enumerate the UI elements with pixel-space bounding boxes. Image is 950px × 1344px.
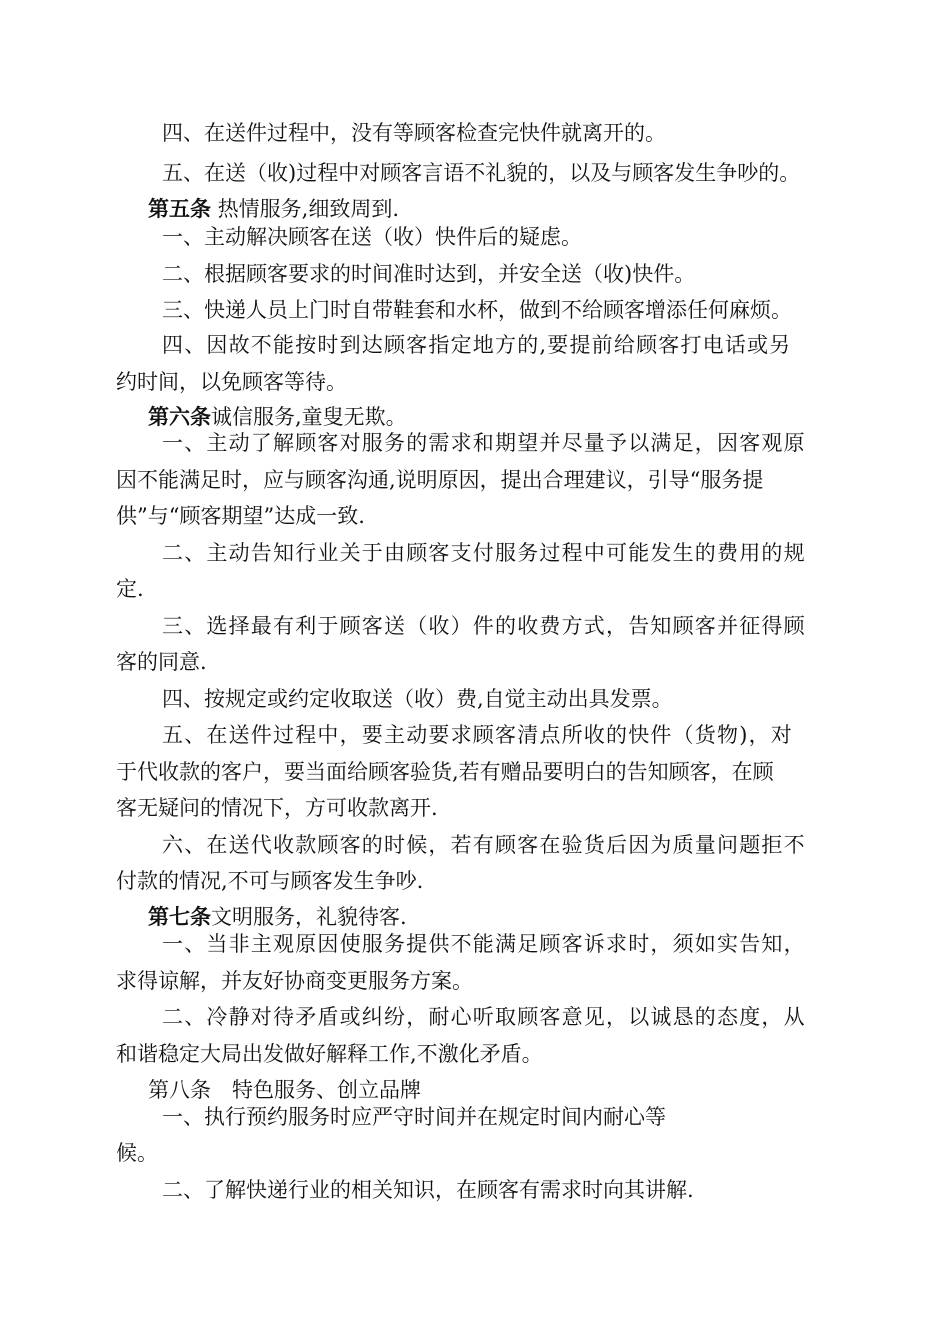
article-heading: 第八条 特色服务、创立品牌 xyxy=(148,1078,421,1102)
paragraph-line: 因不能满足时，应与顾客沟通,说明原因，提出合理建议，引导“服务提 xyxy=(116,468,764,492)
paragraph-line: 六、在送代收款顾客的时候，若有顾客在验货后因为质量问题拒不 xyxy=(162,833,806,857)
paragraph-line: 四、因故不能按时到达顾客指定地方的,要提前给顾客打电话或另 xyxy=(162,333,792,357)
paragraph-line: 一、主动了解顾客对服务的需求和期望并尽量予以满足，因客观原 xyxy=(162,431,806,455)
article-title: 热情服务,细致周到. xyxy=(211,197,400,221)
paragraph-line: 一、主动解决顾客在送（收）快件后的疑虑。 xyxy=(162,225,582,249)
article-title: 文明服务，礼貌待客. xyxy=(211,905,407,929)
paragraph-line: 客的同意. xyxy=(116,650,207,674)
paragraph-line: 定. xyxy=(116,577,144,601)
paragraph-line: 约时间，以免顾客等待。 xyxy=(116,370,347,394)
paragraph-line: 候。 xyxy=(116,1141,158,1165)
article-label: 第七条 xyxy=(148,904,211,929)
paragraph-line: 一、当非主观原因使服务提供不能满足顾客诉求时，须如实告知， xyxy=(162,932,806,956)
paragraph-line: 三、选择最有利于顾客送（收）件的收费方式，告知顾客并征得顾 xyxy=(162,614,806,638)
paragraph-line: 三、快递人员上门时自带鞋套和水杯，做到不给顾客增添任何麻烦。 xyxy=(162,298,792,322)
article-title: 诚信服务,童叟无欺。 xyxy=(211,405,407,429)
paragraph-line: 供”与“顾客期望”达成一致. xyxy=(116,504,365,528)
paragraph-line: 二、根据顾客要求的时间准时达到，并安全送（收)快件。 xyxy=(162,262,696,286)
paragraph-line: 于代收款的客户，要当面给顾客验货,若有赠品要明白的告知顾客，在顾 xyxy=(116,760,774,784)
paragraph-line: 一、执行预约服务时应严守时间并在规定时间内耐心等 xyxy=(162,1105,666,1129)
paragraph-line: 客无疑问的情况下，方可收款离开. xyxy=(116,796,438,820)
paragraph-line: 五、在送件过程中，要主动要求顾客清点所收的快件（货物)，对 xyxy=(162,723,793,747)
article-label: 第六条 xyxy=(148,404,211,429)
article-label: 第五条 xyxy=(148,196,211,221)
paragraph-line: 四、按规定或约定收取送（收）费,自觉主动出具发票。 xyxy=(162,687,673,711)
paragraph-line: 二、冷静对待矛盾或纠纷，耐心听取顾客意见，以诚恳的态度，从 xyxy=(162,1005,806,1029)
article-heading xyxy=(148,902,407,932)
paragraph-line: 付款的情况,不可与顾客发生争吵. xyxy=(116,869,424,893)
article-heading xyxy=(148,194,399,224)
paragraph-line: 求得谅解，并友好协商变更服务方案。 xyxy=(116,969,473,993)
paragraph-line: 五、在送（收)过程中对顾客言语不礼貌的，以及与顾客发生争吵的。 xyxy=(162,161,801,185)
paragraph-line: 二、主动告知行业关于由顾客支付服务过程中可能发生的费用的规 xyxy=(162,541,806,565)
paragraph-line: 二、了解快递行业的相关知识，在顾客有需求时向其讲解. xyxy=(162,1178,694,1202)
paragraph-line: 四、在送件过程中，没有等顾客检查完快件就离开的。 xyxy=(162,121,666,145)
paragraph-line: 和谐稳定大局出发做好解释工作,不激化矛盾。 xyxy=(116,1042,543,1066)
